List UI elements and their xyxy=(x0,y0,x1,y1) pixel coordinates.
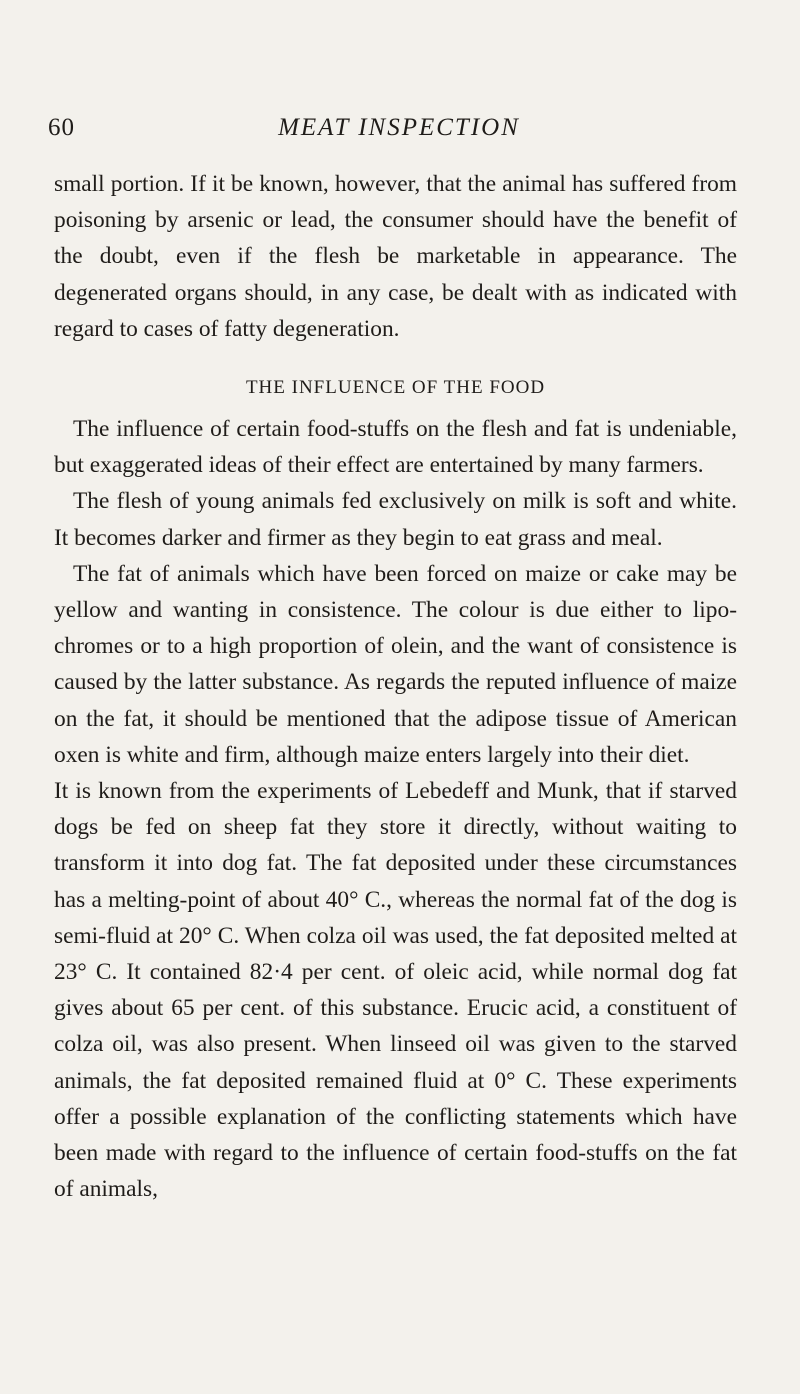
running-title: MEAT INSPECTION xyxy=(278,114,520,141)
running-head xyxy=(48,114,750,154)
paragraph-continuation: small portion. If it be known, however, that the animal has suffered from poisoning by arsenic or lead, the consumer should have the benefit of the doubt, even if the flesh be marketable in appearance. The degenerated organs should, in any case, be dealt with as indicated with regard to cases of fatty degeneration. xyxy=(54,171,737,342)
paragraph-food-influence: The influence of certain food-stuffs on the flesh and fat is undeniable, but exaggerated ideas of their effect are entertained by many farmers. xyxy=(54,416,737,479)
section-heading: THE INFLUENCE OF THE FOOD xyxy=(245,377,546,399)
paragraph-young-animals: The flesh of young animals fed exclusively on milk is soft and white. It becomes darker and firmer as they begin to eat grass and meal. xyxy=(54,488,737,551)
page-number: 60 xyxy=(48,114,75,141)
body-text xyxy=(54,166,737,1207)
paragraph-experiments: It is known from the experiments of Lebedeff and Munk, that if starved dogs be fed on sheep fat they store it directly, without waiting to transform it into dog fat. The fat deposited under these circumstances has a melting-point of about 40° C., whereas the normal fat of the dog is semi-fluid at 20° C. When colza oil was used, the fat deposited melted at 23° C. It contained 82·4 per cent. of oleic acid, while normal dog fat gives about 65 per cent. of this substance. Erucic acid, a constituent of colza oil, was also present. When linseed oil was given to the starved animals, the fat deposited remained fluid at 0° C. These experiments offer a possible explanation of the conflicting statements which have been made with regard to the influence of certain food-stuffs on the fat of animals, xyxy=(54,778,737,1203)
paragraph-maize-fat: The fat of animals which have been forced on maize or cake may be yellow and wanting in consistence. The colour is due either to lipo-chromes or to a high proportion of olein, and the want of consistence is caused by the latter substance. As regards the reputed influence of maize on the fat, it should be mentioned that the adipose tissue of American oxen is white and firm, although maize enters largely into their diet. xyxy=(54,560,737,768)
